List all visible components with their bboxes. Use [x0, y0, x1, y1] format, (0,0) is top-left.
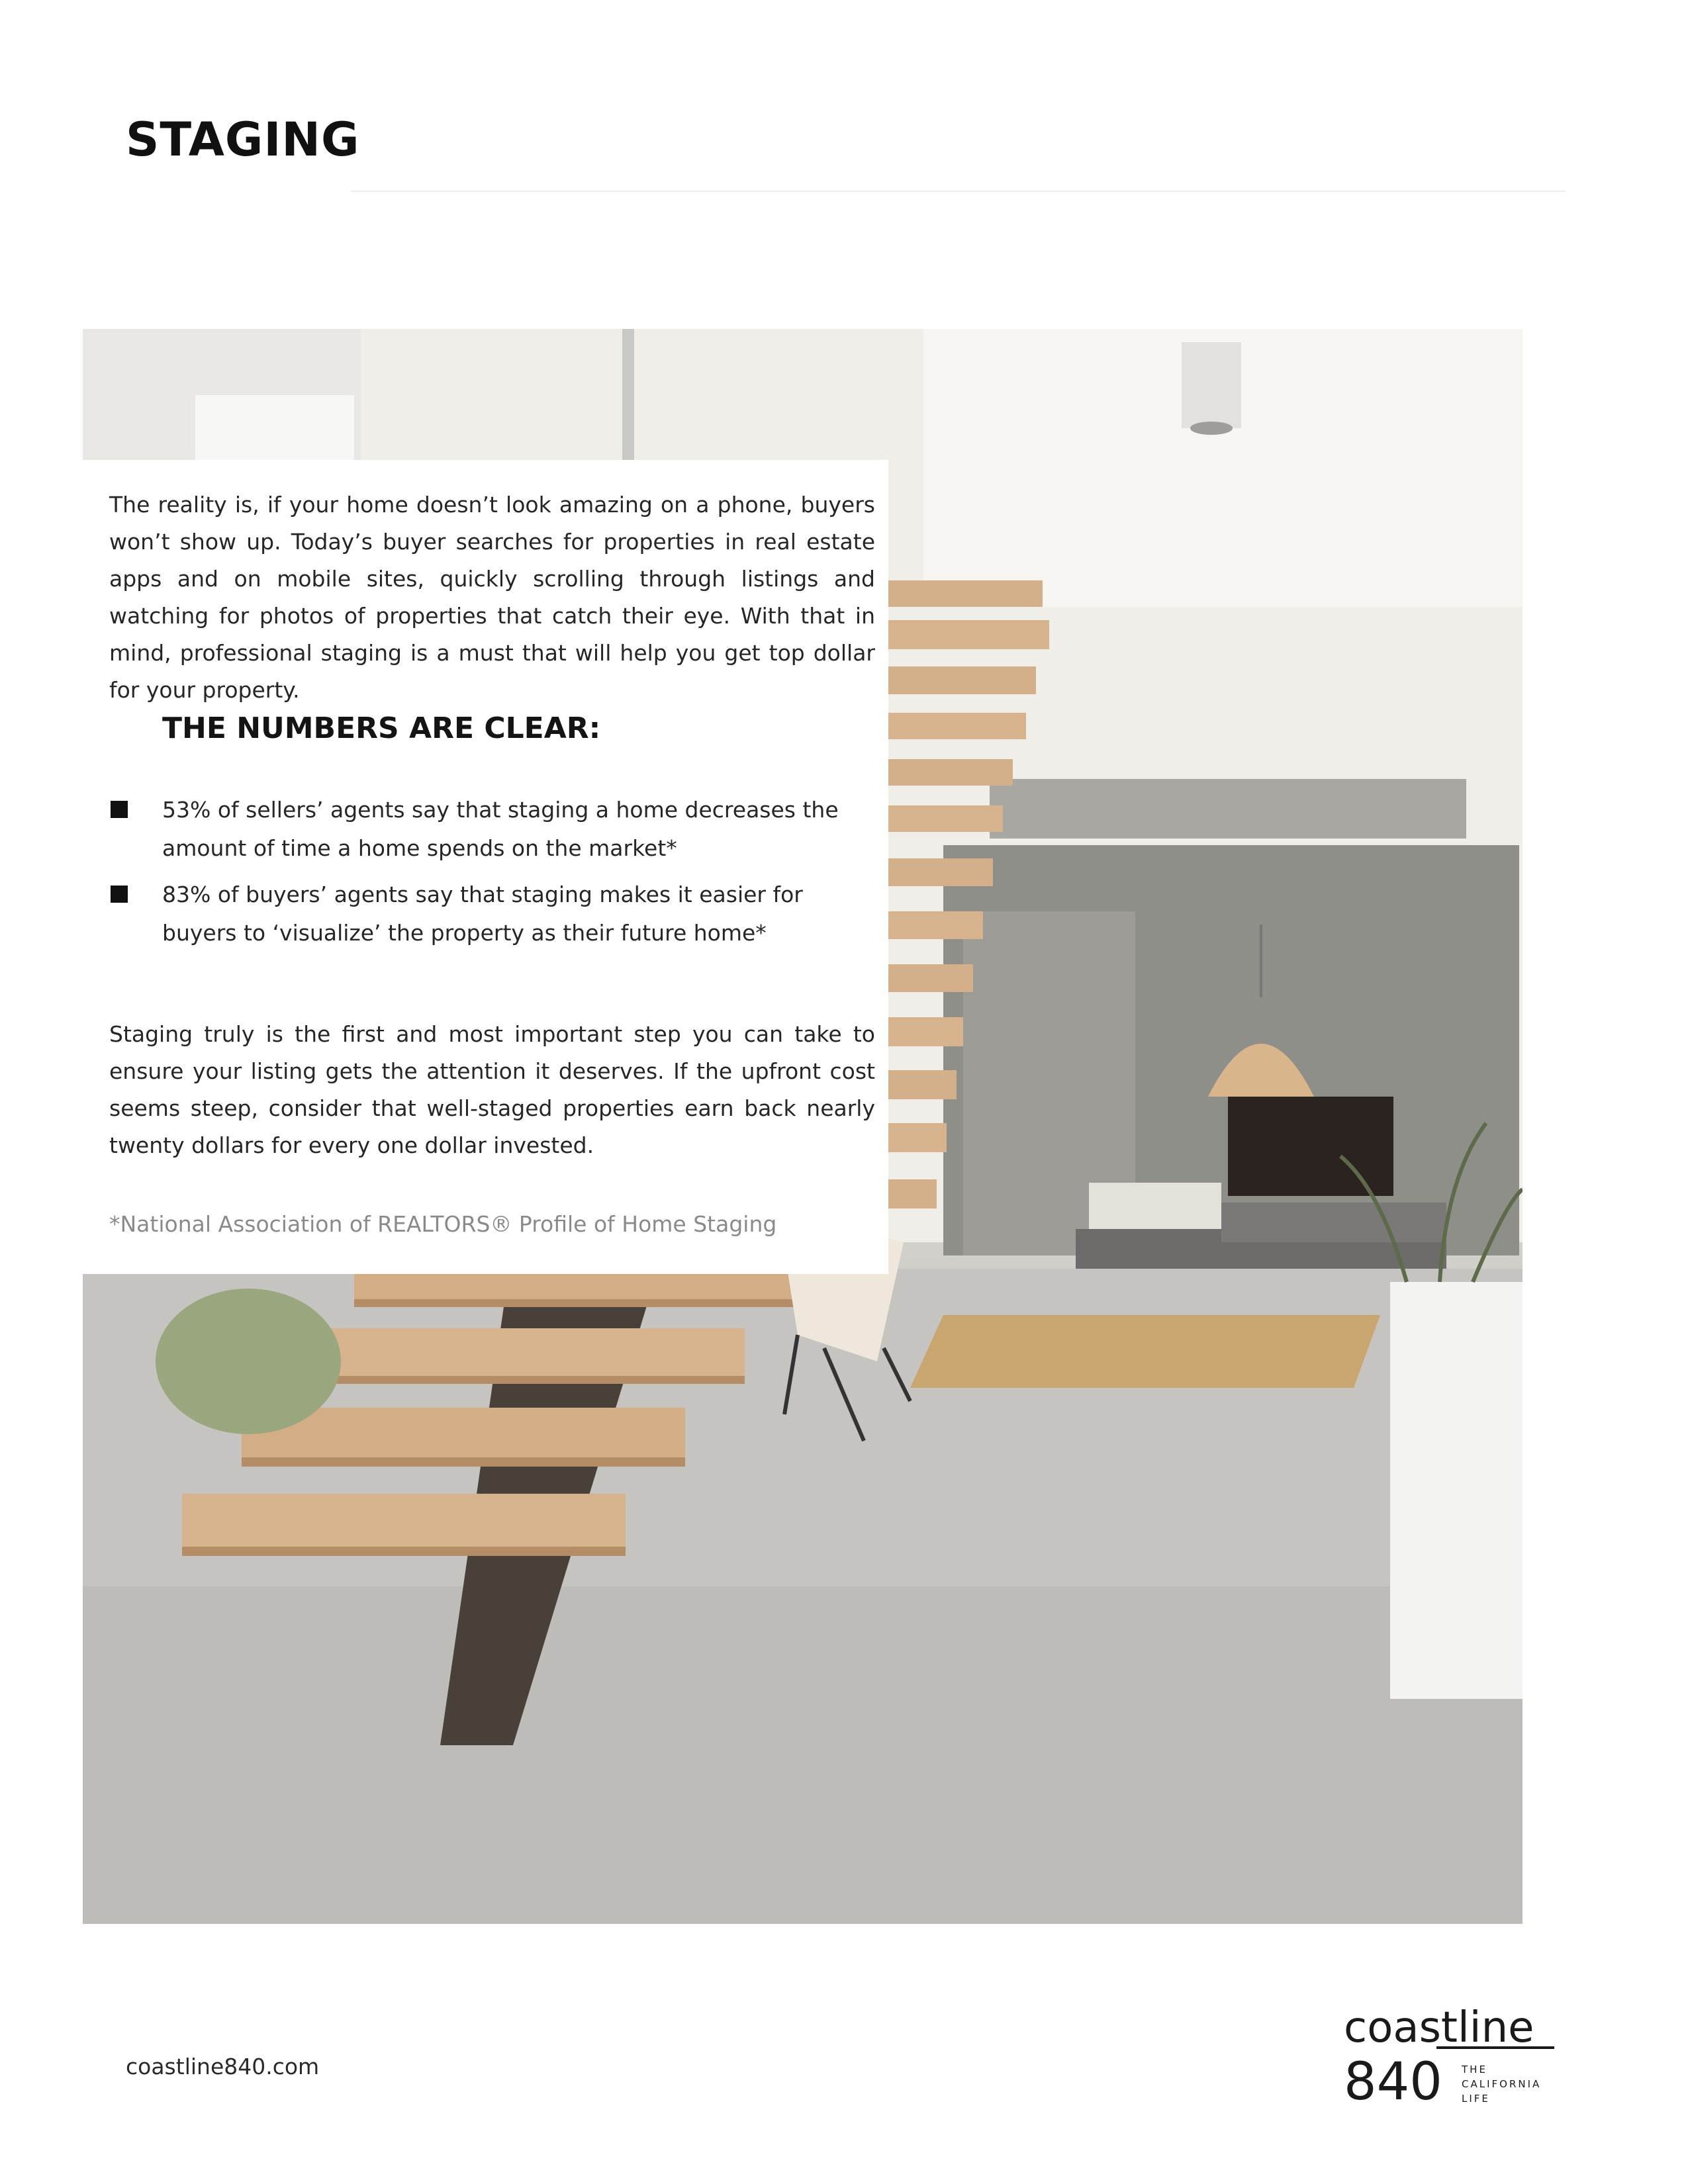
logo-word: coastline: [1344, 2003, 1534, 2052]
closing-paragraph: Staging truly is the first and most important step you can take to ensure your listing gets the attention it deserves. If the upfront cost seems steep, consider that well-staged properties earn back nearly twenty dollars for every one dollar invested.: [109, 1021, 875, 1158]
square-bullet-icon: [111, 801, 128, 818]
page-title: STAGING: [126, 113, 360, 167]
intro-paragraph: The reality is, if your home doesn’t look amazing on a phone, buyers won’t show up. Today’s buyer searches for properties in real estate apps and on mobile sites, quickly scrolling through listings and watching for photos of properties that catch their eye. With that in mind, professional staging is a must that will help you get top dollar for your property.: [109, 492, 875, 703]
website-url: coastline840.com: [126, 2054, 320, 2079]
list-item: [109, 791, 875, 868]
logo-tagline-1: THE: [1462, 2064, 1487, 2075]
statistic-text: 83% of buyers’ agents say that staging makes it easier for buyers to ‘visualize’ the property as their future home*: [162, 882, 803, 946]
coastline-840-logo: [1344, 1999, 1569, 2111]
logo-tagline-2: CALIFORNIA: [1462, 2078, 1542, 2090]
title-divider: [351, 191, 1566, 192]
staging-info-card: [83, 460, 888, 1274]
source-footnote: *National Association of REALTORS® Profile of Home Staging: [109, 1211, 777, 1237]
list-item: [109, 876, 875, 952]
numbers-heading: THE NUMBERS ARE CLEAR:: [162, 711, 601, 745]
logo-tagline-3: LIFE: [1462, 2093, 1490, 2105]
statistic-text: 53% of sellers’ agents say that staging a home decreases the amount of time a home spends on the market*: [162, 797, 839, 861]
logo-number: 840: [1344, 2052, 1442, 2111]
square-bullet-icon: [111, 886, 128, 903]
statistics-list: [109, 791, 875, 960]
